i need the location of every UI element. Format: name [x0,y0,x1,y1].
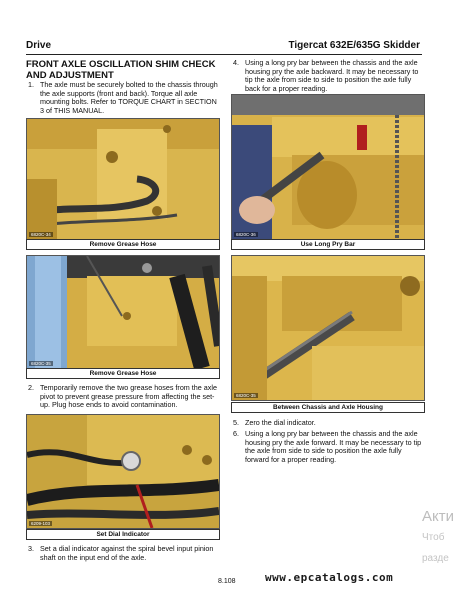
step-1-number: 1. [28,80,34,89]
activation-overlay-line-1: Акти [422,508,454,525]
figure-4-caption: Use Long Pry Bar [231,239,425,250]
figure-remove-grease-hose-1 [26,118,220,240]
step-5 [233,419,423,429]
step-5-number: 5. [233,418,239,427]
header-rule [26,54,422,55]
step-2-text: Temporarily remove the two grease hoses from the axle pivot to prevent grease pressure from affecting the set-up. Plug hose ends to avoid contamination. [40,383,217,410]
figure-2-caption: Remove Grease Hose [26,368,220,379]
figure-5-caption: Between Chassis and Axle Housing [231,402,425,413]
figure-1-caption: Remove Grease Hose [26,239,220,250]
activation-overlay-line-2: Чтоб [422,532,445,543]
figure-use-long-pry-bar [231,94,425,240]
step-4-text: Using a long pry bar between the chassis and the axle housing pry the axle backward. It may be necessary to tip the axle from side to side to position the axle fully back for a proper reading. [245,58,419,93]
step-2-number: 2. [28,383,34,392]
step-1 [28,81,218,117]
header-section-name: Drive [26,40,52,51]
watermark-url: www.epcatalogs.com [265,571,394,584]
step-3-number: 3. [28,544,34,553]
step-4 [233,59,423,95]
section-title: FRONT AXLE OSCILLATION SHIM CHECK AND ADJUSTMENT [26,59,216,81]
page-number: 8.108 [218,578,236,585]
step-2 [28,384,218,412]
step-5-text: Zero the dial indicator. [245,418,316,427]
figure-1-code: 6820C-34 [31,232,51,237]
figure-remove-grease-hose-2 [26,255,220,369]
figure-3-caption: Set Dial Indicator [26,529,220,540]
step-6-text: Using a long pry bar between the chassis and the axle housing pry the axle forward. It may be necessary to tip the axle from side to side to position the axle fully forward for a proper reading. [245,429,422,464]
figure-set-dial-indicator [26,414,220,529]
step-3 [28,545,218,565]
figure-2-code: 6820C-35 [31,361,51,366]
figure-3-code: 6209-103 [31,521,51,526]
step-6-number: 6. [233,429,239,438]
activation-overlay-line-3: разде [422,553,449,564]
figure-4-code: 6820C-36 [236,232,256,237]
step-3-text: Set a dial indicator against the spiral bevel input pinion shaft on the input end of the axle. [40,544,214,562]
step-1-text: The axle must be securely bolted to the chassis through the axle supports (front and back). Torque all axle mounting bolts. Refer to TORQUE CHART in SECTION 3 of THIS MANUAL. [40,80,218,115]
step-4-number: 4. [233,58,239,67]
header-manual-title: Tigercat 632E/635G Skidder [288,40,420,51]
step-6 [233,430,423,466]
figure-5-code: 6820C-35 [236,393,256,398]
figure-between-chassis-and-axle-housing [231,255,425,401]
